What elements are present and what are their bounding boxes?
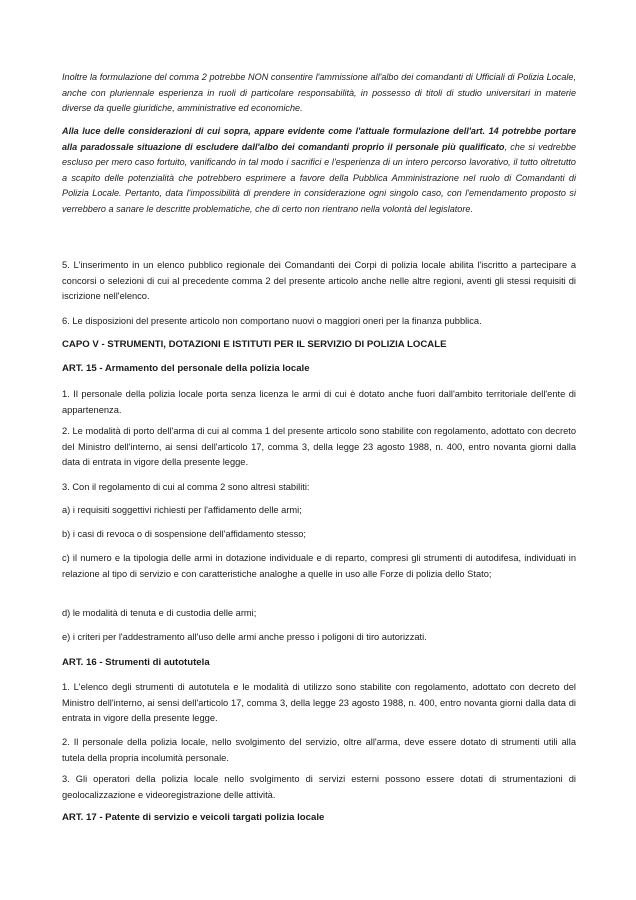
art15-comma-2: 2. Le modalità di porto dell'arma di cui al comma 1 del presente articolo sono stabilite con regolamento, adottato con decreto del Ministro dell'interno, ai sensi dell'articolo 17, comma 3, della legge 23 agosto 1988, n. 400, entro novanta giorni dalla data di entrata in vigore della presente legge.	[62, 426, 576, 468]
art15-item-d: d) le modalità di tenuta e di custodia delle armi;	[62, 608, 257, 618]
art15-item-e: e) i criteri per l'addestramento all'uso delle armi anche presso i poligoni di tiro autorizzati.	[62, 632, 427, 642]
art16-comma-2: 2. Il personale della polizia locale, nello svolgimento del servizio, oltre all'arma, deve essere dotato di strumenti utili alla tutela della propria incolumità personale.	[62, 737, 576, 763]
art15-item-c: c) il numero e la tipologia delle armi in dotazione individuale e di reparto, compresi gli strumenti di autodifesa, individuati in relazione al tipo di servizio e con caratteristiche analoghe a quelle in uso alle Forze di polizia dello Stato;	[62, 553, 576, 579]
art17-title: ART. 17 - Patente di servizio e veicoli targati polizia locale	[62, 812, 325, 823]
intro-paragraph-1: Inoltre la formulazione del comma 2 potrebbe NON consentire l'ammissione all'albo dei comandanti di Ufficiali di Polizia Locale, anche con pluriennale esperienza in ruoli di particolare responsabilità, in possesso di titoli di studio universitari in materie diverse da quelle giuridiche, amministrative ed economiche.	[62, 72, 576, 114]
art16-comma-1: 1. L'elenco degli strumenti di autotutela e le modalità di utilizzo sono stabilite con regolamento, adottato con decreto del Ministro dell'interno, ai sensi dell'articolo 17, comma 3, della legge 23 agosto 1988, n. 400, entro novanta giorni dalla data di entrata in vigore della presente legge.	[62, 682, 576, 724]
art15-item-a: a) i requisiti soggettivi richiesti per l'affidamento delle armi;	[62, 505, 302, 515]
intro-paragraph-2-emphasis: Alla luce delle considerazioni di cui sopra, appare evidente come l'attuale formulazione dell'art. 14 potrebbe portare alla paradossale situazione di escludere dall'albo dei comandanti proprio il personale più qualificato	[62, 126, 576, 152]
intro-paragraph-2	[62, 124, 576, 218]
intro-paragraph-2-rest: , che si vedrebbe escluso per mero caso fortuito, vanificando in tal modo i sacrifici e l'esperienza di un intero percorso lavorativo, il tutto oltretutto a scapito delle potenzialità che potrebbero esprimere a favore della Pubblica Amministrazione nel ruolo di Comandanti di Polizia Locale. Pertanto, data l'impossibilità di prendere in considerazione ogni singolo caso, con l'emendamento proposto si verrebbero a sanare le descritte problematiche, che di certo non rientrano nella volontà del legislatore.	[62, 141, 576, 214]
art15-title: ART. 15 - Armamento del personale della polizia locale	[62, 363, 310, 374]
art14-comma-5: 5. L'inserimento in un elenco pubblico regionale dei Comandanti dei Corpi di polizia locale abilita l'iscritto a partecipare a concorsi o selezioni di cui al precedente comma 2 del presente articolo anche nelle altre regioni, aventi gli stessi requisiti di iscrizione nell'elenco.	[62, 260, 576, 302]
art15-item-b: b) i casi di revoca o di sospensione dell'affidamento stesso;	[62, 529, 306, 539]
art14-comma-6: 6. Le disposizioni del presente articolo non comportano nuovi o maggiori oneri per la finanza pubblica.	[62, 316, 482, 326]
capo-heading: CAPO V - STRUMENTI, DOTAZIONI E ISTITUTI PER IL SERVIZIO DI POLIZIA LOCALE	[62, 339, 447, 350]
art16-comma-3: 3. Gli operatori della polizia locale nello svolgimento di servizi esterni possono essere dotati di strumentazioni di geolocalizzazione e videoregistrazione delle attività.	[62, 774, 576, 800]
art15-comma-3: 3. Con il regolamento di cui al comma 2 sono altresì stabiliti:	[62, 482, 310, 492]
art16-title: ART. 16 - Strumenti di autotutela	[62, 657, 210, 668]
art15-comma-1: 1. Il personale della polizia locale porta senza licenza le armi di cui è dotato anche fuori dall'ambito territoriale dell'ente di appartenenza.	[62, 389, 576, 415]
